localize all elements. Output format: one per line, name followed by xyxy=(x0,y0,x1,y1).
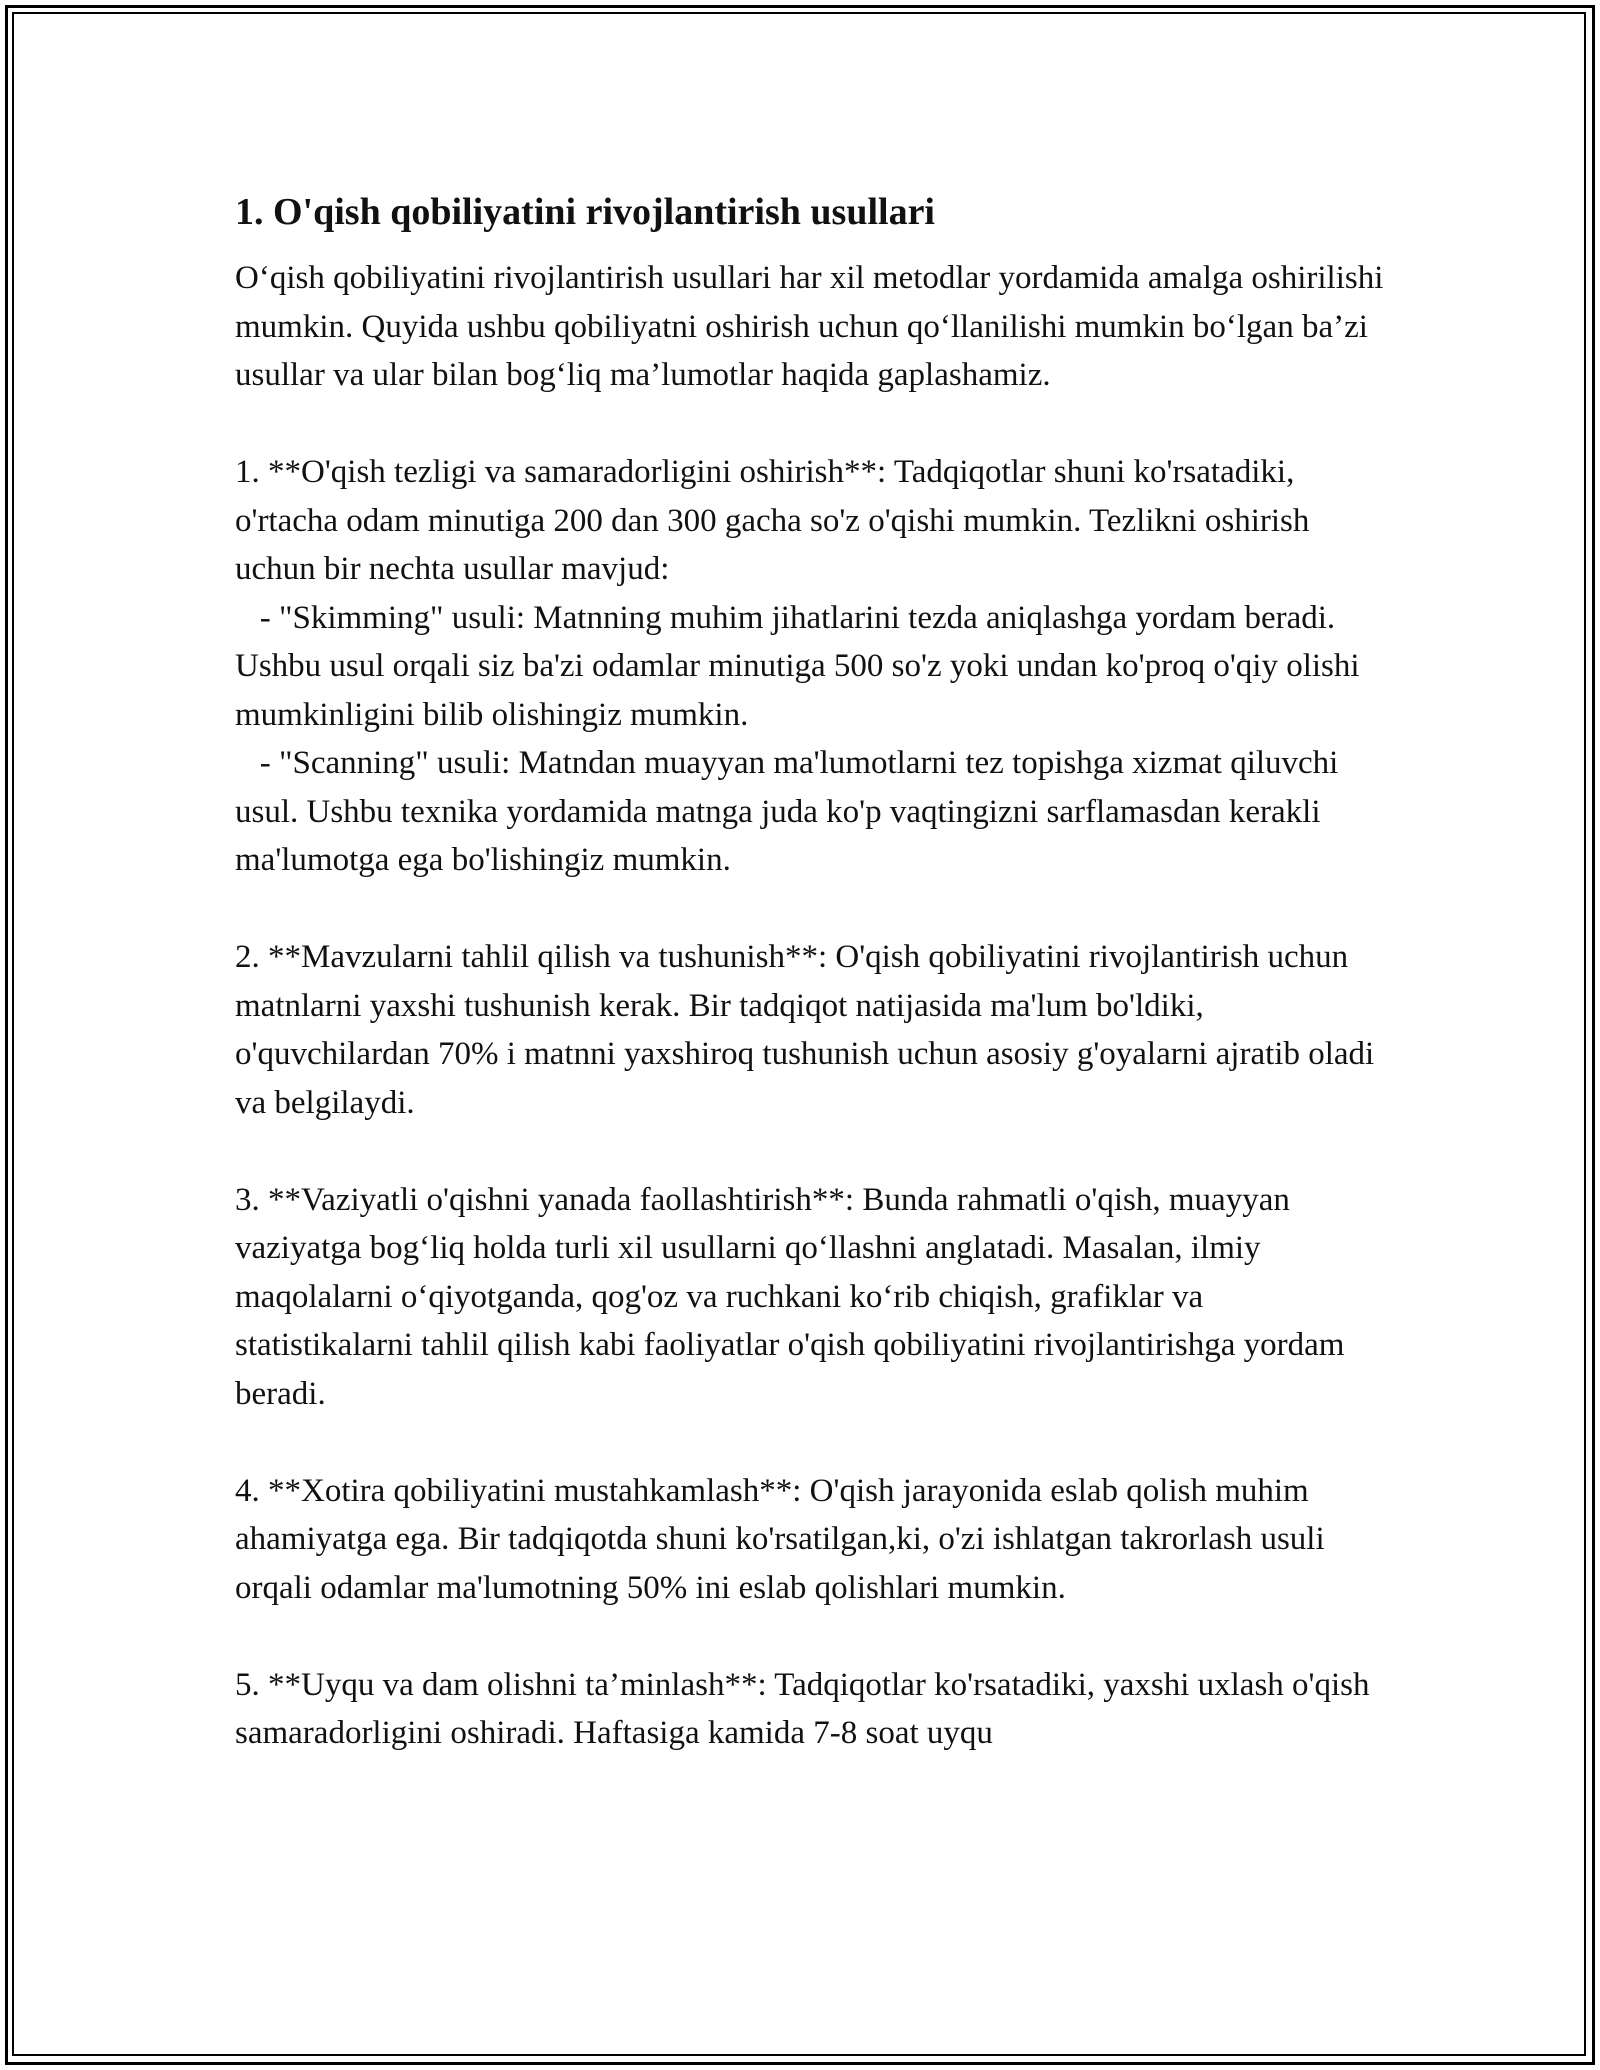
paragraph-situational-reading: 3. **Vaziyatli o'qishni yanada faollashtirish**: Bunda rahmatli o'qish, muayyan vaziyatga bog‘liq holda turli xil usullarni qo‘llashni anglatadi. Masalan, ilmiy maqolalarni o‘qiyotganda, qog'oz va ruchkani ko‘rib chiqish, grafiklar va statistikalarni tahlil qilish kabi faoliyatlar o'qish qobiliyatini rivojlantirishga yordam beradi. xyxy=(235,1181,1353,1412)
paragraph-topic-analysis: 2. **Mavzularni tahlil qilish va tushunish**: O'qish qobiliyatini rivojlantirish uchun matnlarni yaxshi tushunish kerak. Bir tadqiqot natijasida ma'lum bo'ldiki, o'quvchilardan 70% i matnni yaxshiroq tushunish uchun asosiy g'oyalarni ajratib oladi va belgilaydi. xyxy=(235,939,1383,1121)
paragraph-intro: O‘qish qobiliyatini rivojlantirish usullari har xil metodlar yordamida amalga oshirilishi mumkin. Quyida ushbu qobiliyatni oshirish uchun qo‘llanilishi mumkin bo‘lgan ba’zi usullar va ular bilan bog‘liq ma’lumotlar haqida gaplashamiz. xyxy=(235,260,1392,393)
section-title: 1. O'qish qobiliyatini rivojlantirish usullari xyxy=(235,191,935,233)
document-body xyxy=(235,187,1392,1806)
paragraph-reading-speed: 1. **O'qish tezligi va samaradorligini oshirish**: Tadqiqotlar shuni ko'rsatadiki, o'rtacha odam minutiga 200 dan 300 gacha so'z o'qishi mumkin. Tezlikni oshirish uchun bir nechta usullar mavjud: - "Skimming" usuli: Matnning muhim jihatlarini tezda aniqlashga yordam beradi. Ushbu usul orqali siz ba'zi odamlar minutiga 500 so'z yoki undan ko'proq o'qiy olishi mumkinligini bilib olishingiz mumkin. - "Scanning" usuli: Matndan muayyan ma'lumotlarni tez topishga xizmat qiluvchi usul. Ushbu texnika yordamida matnga juda ko'p vaqtingizni sarflamasdan kerakli ma'lumotga ega bo'lishingiz mumkin. xyxy=(235,454,1360,878)
paragraph-sleep: 5. **Uyqu va dam olishni ta’minlash**: Tadqiqotlar ko'rsatadiki, yaxshi uxlash o'qish samaradorligini oshiradi. Haftasiga kamida 7-8 soat uyqu xyxy=(235,1666,1378,1751)
paragraph-memory: 4. **Xotira qobiliyatini mustahkamlash**: O'qish jarayonida eslab qolish muhim ahamiyatga ega. Bir tadqiqotda shuni ko'rsatilgan,ki, o'zi ishlatgan takrorlash usuli orqali odamlar ma'lumotning 50% ini eslab qolishlari mumkin. xyxy=(235,1472,1333,1606)
